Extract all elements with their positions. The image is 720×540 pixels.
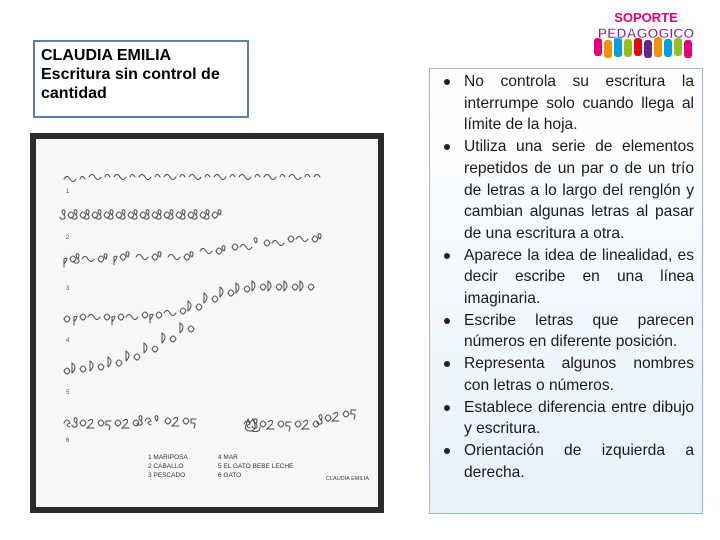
writing-level-line-1: Escritura sin control de bbox=[41, 66, 220, 83]
legend-item: 2 CABALLO bbox=[148, 463, 184, 470]
handwriting-scan bbox=[36, 139, 378, 507]
legend-item: 6 GATO bbox=[218, 472, 242, 479]
observation-item: Orientación de izquierda a derecha. bbox=[444, 440, 694, 483]
student-name: CLAUDIA EMILIA bbox=[41, 47, 172, 64]
observation-item: Representa algunos nombres con letras o números. bbox=[444, 353, 694, 396]
soporte-pedagogico-logo bbox=[590, 8, 702, 62]
row-number-3: 3 bbox=[66, 286, 70, 292]
observations-list bbox=[444, 71, 694, 483]
legend-item: 5 EL GATO BEBE LECHE bbox=[218, 463, 294, 470]
row-number-2: 2 bbox=[66, 235, 70, 241]
legend-item: 4 MAR bbox=[218, 454, 238, 461]
observation-item: Aparece la idea de linealidad, es decir escribe en una línea imaginaria. bbox=[444, 245, 694, 310]
legend-item: 3 PESCADO bbox=[148, 472, 186, 479]
logo-line-2: PEDAGÓGICO bbox=[597, 25, 695, 41]
row-number-1: 1 bbox=[66, 189, 70, 195]
observation-item: Utiliza una serie de elementos repetidos de un par o de un trío de letras a lo largo del renglón y cambian algunas letras al pasar de una escritura a otra. bbox=[444, 136, 694, 245]
writing-sample-image bbox=[30, 133, 384, 513]
student-title-box bbox=[33, 40, 249, 118]
legend-item: 1 MARIPOSA bbox=[148, 454, 188, 461]
observation-item: No controla su escritura la interrumpe solo cuando llega al límite de la hoja. bbox=[444, 71, 694, 136]
legend-column-2 bbox=[218, 453, 308, 480]
writing-level-line-2: cantidad bbox=[41, 85, 107, 102]
observation-item: Escribe letras que parecen números en diferente posición. bbox=[444, 310, 694, 353]
row-number-5: 5 bbox=[66, 390, 70, 396]
sample-author-name: CLAUDIA EMILIA bbox=[326, 476, 370, 482]
observation-item: Establece diferencia entre dibujo y escritura. bbox=[444, 397, 694, 440]
row-number-4: 4 bbox=[66, 338, 70, 344]
observations-panel bbox=[429, 68, 703, 514]
logo-line-1: SOPORTE bbox=[614, 10, 678, 25]
row-number-6: 6 bbox=[66, 438, 70, 444]
